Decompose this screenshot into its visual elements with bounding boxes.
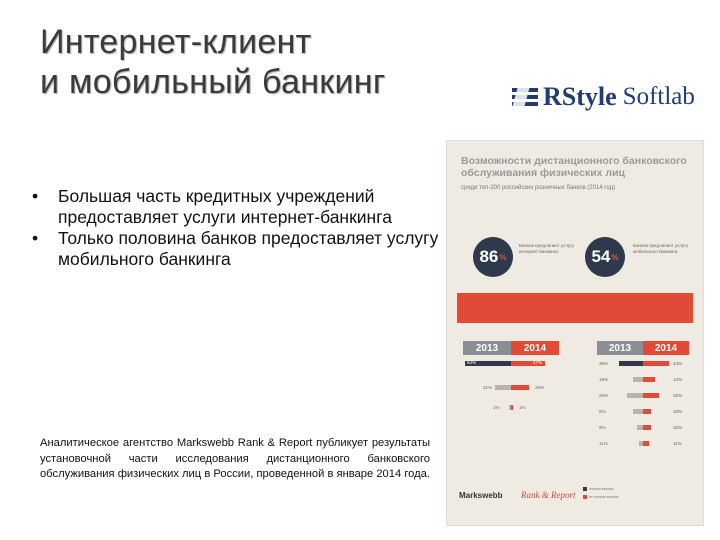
bullet-marker: • [32, 228, 39, 248]
bar [643, 441, 649, 446]
year-header: 2013 [597, 341, 643, 355]
bar [633, 409, 643, 414]
research-note: Аналитическое агентство Markswebb Rank & Report публикует результаты установочной части исследования дистанционного банковского обслуживания физических лиц в России, проведенной в январе 2014 года. [40, 437, 430, 481]
bar [633, 377, 643, 382]
stat-value: 54 [591, 247, 611, 266]
pct-label: 11% [599, 441, 608, 446]
bullet-marker: • [32, 186, 39, 206]
infographic-image [446, 140, 704, 526]
bar [627, 393, 643, 398]
bar [643, 409, 651, 414]
pct-label: 9% [599, 425, 606, 430]
pct-label: 21% [483, 385, 493, 390]
pct-label: 47% [533, 360, 543, 365]
pct-label: 38% [599, 361, 609, 366]
bar [643, 361, 669, 366]
bar [643, 377, 655, 382]
pct-label: 11% [673, 441, 682, 446]
bullet-list [30, 186, 440, 270]
title-line-1: Интернет-клиент [40, 23, 312, 61]
pct-label: 25% [535, 385, 545, 390]
pct-label: 13% [673, 377, 683, 382]
bar [511, 385, 529, 390]
markswebb-brand: Markswebb [459, 491, 503, 500]
logo-mark-icon [512, 86, 540, 108]
bar [619, 361, 643, 366]
year-header: 2014 [511, 341, 559, 355]
rstyle-softlab-logo [512, 80, 702, 114]
slide-title [40, 22, 470, 102]
bar [643, 425, 651, 430]
title-line-2: и мобильный банкинг [40, 63, 386, 101]
pct-label: 19% [599, 377, 609, 382]
pct-label: 1% [493, 405, 500, 410]
pct-label: 1% [519, 405, 526, 410]
legend-label: полная версия [589, 487, 614, 491]
infographic-title: Возможности дистанционного банковского обслуживания физических лиц [461, 155, 687, 179]
rank-report-brand: Rank & Report [521, 490, 576, 500]
bullet-item [30, 186, 440, 228]
stat-unit: % [611, 252, 619, 262]
stat-value: 86 [479, 247, 499, 266]
logo-text-rstyle: RStyle [543, 82, 617, 111]
bar [495, 385, 511, 390]
stat-unit: % [499, 252, 507, 262]
stat-circle-mobile [585, 237, 625, 277]
bullet-text: Большая часть кредитных учреждений предоставляет услуги интернет-банкинга [58, 186, 392, 227]
pct-label: 5% [599, 409, 606, 414]
bullet-item [30, 228, 440, 270]
pct-label: 43% [673, 361, 683, 366]
pct-label: 18% [673, 409, 683, 414]
legend-item [583, 495, 619, 499]
stat-caption: Банков предлагают услугу интернет-банкинга [519, 243, 575, 254]
stat-circle-internet [473, 237, 513, 277]
pct-label: 26% [673, 393, 683, 398]
stat-caption: Банков предлагают услугу мобильного банкинга [633, 243, 689, 254]
legend-label: не полная версия [589, 495, 619, 499]
info-banner [457, 293, 693, 323]
pct-label: 64% [467, 360, 477, 365]
year-header: 2013 [463, 341, 511, 355]
bar [511, 405, 513, 410]
infographic-subtitle: среди топ-200 российских розничных банков (2014 год) [461, 185, 616, 191]
bar [643, 393, 659, 398]
pct-label: 26% [599, 393, 609, 398]
pct-label: 15% [673, 425, 683, 430]
bullet-text: Только половина банков предоставляет услугу мобильного банкинга [58, 228, 439, 269]
year-header: 2014 [643, 341, 689, 355]
legend-item [583, 487, 614, 491]
logo-text-softlab: Softlab [622, 83, 695, 110]
